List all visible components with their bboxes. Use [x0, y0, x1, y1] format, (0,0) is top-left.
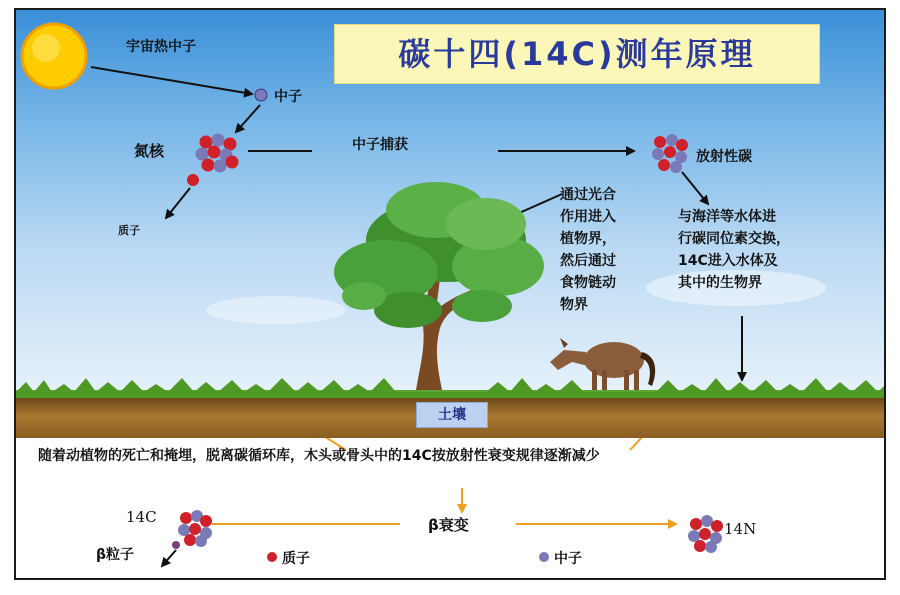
- nucleus-icon: [196, 134, 239, 173]
- ocean-exchange-note: 与海洋等水体进 行碳同位素交换， 14C进入水体及 其中的生物界: [678, 209, 790, 291]
- sun-icon: [22, 24, 86, 88]
- illustration-layer: [16, 10, 884, 580]
- horse-icon: [550, 338, 655, 392]
- neutron-icon: [539, 552, 549, 562]
- tree-icon: [334, 182, 544, 390]
- c14-label: 14C: [126, 508, 157, 526]
- legend-proton-label: 质子: [282, 551, 310, 567]
- proton-icon: [187, 174, 199, 186]
- proton-label: 质子: [118, 224, 140, 237]
- arrow-to-ocean-note: [682, 172, 708, 204]
- nitrogen-nucleus-label: 氮核: [134, 142, 165, 160]
- nucleus-icon: [178, 510, 212, 547]
- n14-label: 14N: [724, 520, 757, 538]
- title-box: [334, 24, 820, 84]
- soil-label: 土壤: [416, 402, 488, 428]
- grass: [16, 378, 884, 400]
- cosmic-neutron-label: 宇宙热中子: [126, 39, 196, 55]
- beta-particle-label: β粒子: [96, 547, 135, 563]
- page-title: 碳十四(14C)测年原理: [398, 35, 756, 73]
- beta-particle-icon: [172, 541, 180, 549]
- arrow-neutron-to-nitrogen: [236, 105, 260, 132]
- beta-decay-label: β衰变: [428, 516, 469, 534]
- arrow-beta-particle: [162, 550, 176, 566]
- neutron-capture-label: 中子捕获: [352, 137, 408, 153]
- decay-description: 随着动植物的死亡和掩埋，脱离碳循环库，木头或骨头中的14C按放射性衰变规律逐渐减少: [38, 448, 600, 464]
- neutron-icon: [255, 89, 267, 101]
- nucleus-icon: [652, 134, 688, 173]
- cloud: [206, 296, 346, 324]
- legend-neutron-label: 中子: [554, 551, 582, 567]
- nucleus-icon: [688, 515, 723, 553]
- arrow-sun-to-neutron: [91, 67, 252, 94]
- photosynthesis-note: 通过光合 作用进入 植物界， 然后通过 食物链动 物界: [560, 187, 616, 313]
- radioactive-carbon-label: 放射性碳: [696, 149, 752, 165]
- neutron-label: 中子: [274, 89, 302, 105]
- proton-icon: [267, 552, 277, 562]
- diagram-frame: [14, 8, 886, 580]
- arrow-proton-out: [166, 188, 190, 218]
